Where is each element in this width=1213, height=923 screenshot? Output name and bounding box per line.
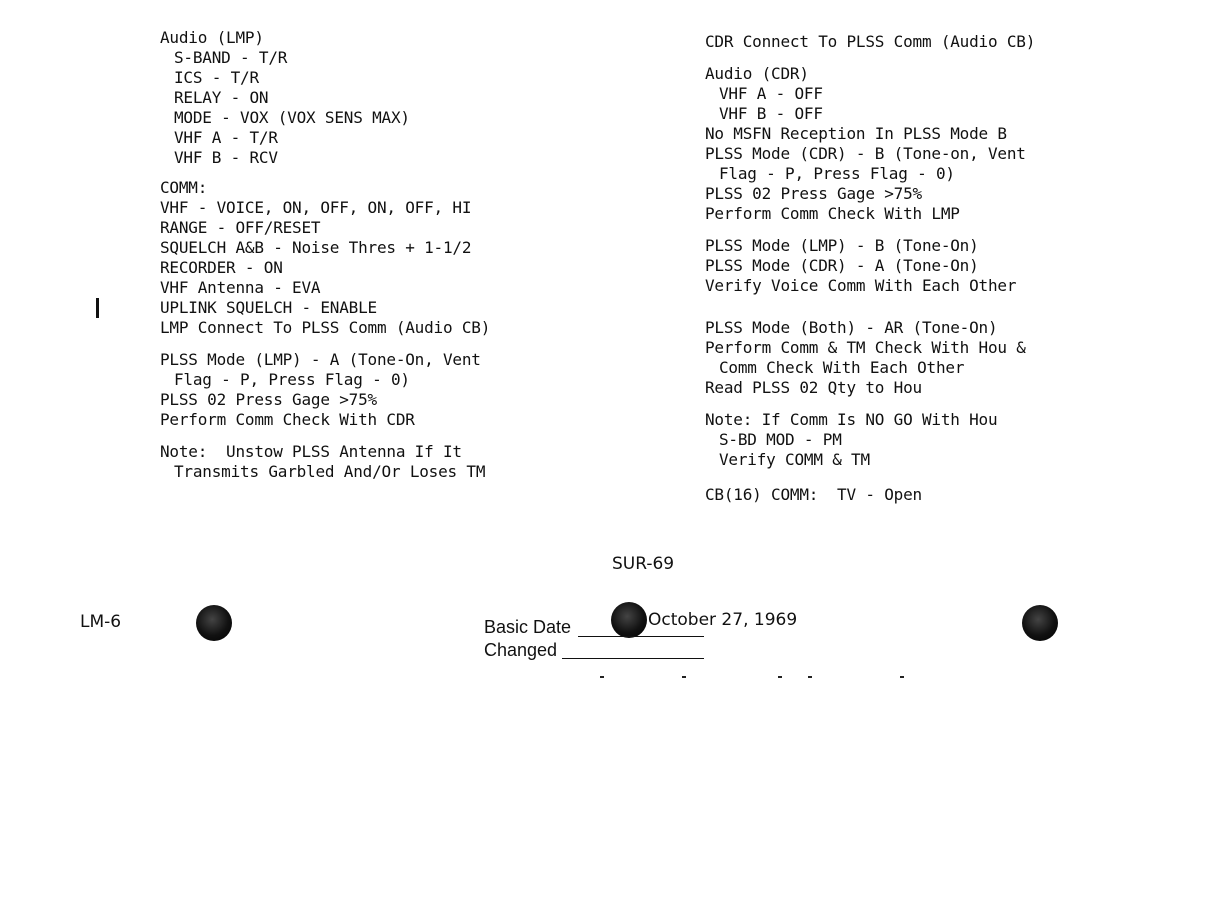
plss-cdr-line: No MSFN Reception In PLSS Mode B [705, 124, 1007, 143]
scan-speck [600, 676, 604, 678]
audio-lmp-item: S-BAND - T/R [174, 48, 288, 67]
punch-hole-left-icon [196, 605, 232, 641]
audio-lmp-item: MODE - VOX (VOX SENS MAX) [174, 108, 410, 127]
plss-lmp-line: PLSS Mode (LMP) - A (Tone-On, Vent [160, 350, 481, 369]
audio-lmp-item: VHF A - T/R [174, 128, 278, 147]
plss-cdr-line: Perform Comm Check With LMP [705, 204, 960, 223]
page-id: SUR-69 [612, 554, 675, 574]
comm-item: VHF - VOICE, ON, OFF, ON, OFF, HI [160, 198, 472, 217]
both-mode-line: PLSS Mode (Both) - AR (Tone-On) [705, 318, 998, 337]
both-mode-line: Perform Comm & TM Check With Hou & [705, 338, 1026, 357]
tone-mode-line: Verify Voice Comm With Each Other [705, 276, 1017, 295]
comm-nogo-note: S-BD MOD - PM [719, 430, 842, 449]
changed-label: Changed [484, 640, 558, 660]
both-mode-line: Comm Check With Each Other [719, 358, 965, 377]
scan-speck [778, 676, 782, 678]
punch-hole-right-icon [1022, 605, 1058, 641]
both-mode-line: Read PLSS 02 Qty to Hou [705, 378, 922, 397]
audio-cdr-item: VHF B - OFF [719, 104, 823, 123]
basic-date-value: October 27, 1969 [648, 610, 798, 630]
plss-cdr-line: PLSS 02 Press Gage >75% [705, 184, 922, 203]
plss-lmp-line: Perform Comm Check With CDR [160, 410, 415, 429]
audio-lmp-item: VHF B - RCV [174, 148, 278, 167]
audio-lmp-item: RELAY - ON [174, 88, 269, 107]
comm-item: SQUELCH A&B - Noise Thres + 1-1/2 [160, 238, 472, 257]
scan-speck [682, 676, 686, 678]
comm-item: LMP Connect To PLSS Comm (Audio CB) [160, 318, 491, 337]
basic-date-label: Basic Date [484, 617, 572, 637]
antenna-note: Note: Unstow PLSS Antenna If It [160, 442, 462, 461]
tone-mode-line: PLSS Mode (CDR) - A (Tone-On) [705, 256, 979, 275]
plss-cdr-line: PLSS Mode (CDR) - B (Tone-on, Vent [705, 144, 1026, 163]
punch-hole-center-icon [611, 602, 647, 638]
plss-cdr-line: Flag - P, Press Flag - 0) [719, 164, 955, 183]
comm-item: UPLINK SQUELCH - ENABLE [160, 298, 377, 317]
audio-lmp-item: ICS - T/R [174, 68, 259, 87]
cdr-connect-line: CDR Connect To PLSS Comm (Audio CB) [705, 32, 1036, 51]
plss-lmp-line: PLSS 02 Press Gage >75% [160, 390, 377, 409]
comm-nogo-note: Verify COMM & TM [719, 450, 870, 469]
cb-comm-line: CB(16) COMM: TV - Open [705, 485, 922, 504]
antenna-note: Transmits Garbled And/Or Loses TM [174, 462, 486, 481]
audio-cdr-item: VHF A - OFF [719, 84, 823, 103]
basic-date-underline [578, 636, 704, 637]
changed-underline [562, 658, 704, 659]
audio-lmp-header: Audio (LMP) [160, 28, 264, 47]
comm-item: RECORDER - ON [160, 258, 283, 277]
comm-header: COMM: [160, 178, 208, 197]
tone-mode-line: PLSS Mode (LMP) - B (Tone-On) [705, 236, 979, 255]
comm-nogo-note: Note: If Comm Is NO GO With Hou [705, 410, 998, 429]
change-bar [96, 298, 99, 318]
audio-cdr-header: Audio (CDR) [705, 64, 809, 83]
plss-lmp-line: Flag - P, Press Flag - 0) [174, 370, 410, 389]
doc-id: LM-6 [80, 612, 122, 632]
comm-item: VHF Antenna - EVA [160, 278, 321, 297]
comm-item: RANGE - OFF/RESET [160, 218, 321, 237]
scan-speck [808, 676, 812, 678]
scan-speck [900, 676, 904, 678]
